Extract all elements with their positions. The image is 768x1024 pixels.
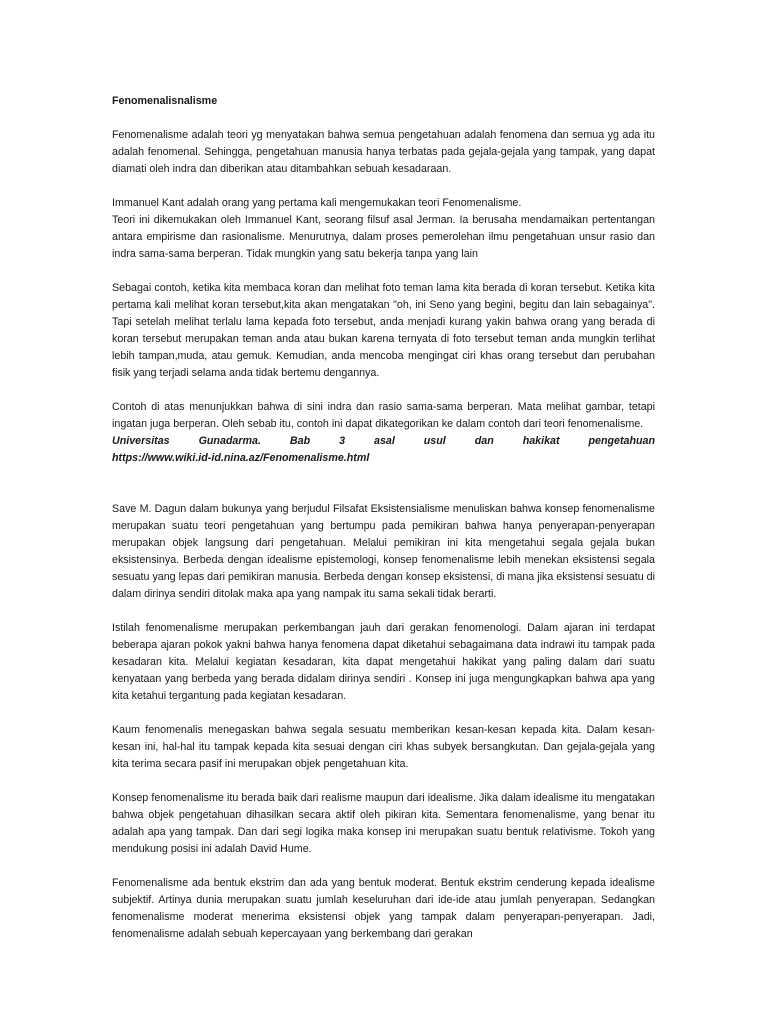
paragraph-definition: Fenomenalisme adalah teori yg menyatakan bahwa semua pengetahuan adalah fenomena dan semua yg ada itu adalah fenomenal. Sehingga, pengetahuan manusia hanya terbatas pada gejala-gejala yang tampak, yang dapat diamati oleh indra dan diberikan atau ditambahkan sebuah kesadaraan.: [112, 129, 655, 175]
paragraph-bentuk: Fenomenalisme ada bentuk ekstrim dan ada yang bentuk moderat. Bentuk ekstrim cenderung kepada idealisme subjektif. Artinya dunia merupakan suatu jumlah keseluruhan dari ide-ide atau jumlah penyerapan. Sedangkan fenomenalisme moderat menerima eksistensi objek yang tampak dalam penyerapan-penyerapan. Jadi, fenomenalisme adalah sebuah kepercayaan yang berkembang dari gerakan: [112, 877, 655, 940]
document-title: Fenomenalisnalisme: [112, 95, 218, 107]
spacer: [112, 467, 655, 501]
paragraph-kant-body: Teori ini dikemukakan oleh Immanuel Kant, seorang filsuf asal Jerman. Ia berusaha mendamaikan pertentangan antara empirisme dan rasionalisme. Menurutnya, dalam proses pemerolehan ilmu pengetahuan unsur rasio dan indra sama-sama berperan. Tidak mungkin yang satu bekerja tanpa yang lain: [112, 214, 655, 260]
paragraph-kant-intro: Immanuel Kant adalah orang yang pertama kali mengemukakan teori Fenomenalisme.: [112, 197, 522, 209]
document-page: [112, 93, 655, 960]
reference-url[interactable]: https://www.wiki.id-id.nina.az/Fenomenalisme.html: [112, 452, 370, 464]
paragraph-example-conclusion: Contoh di atas menunjukkan bahwa di sini indra dan rasio sama-sama berperan. Mata melihat gambar, tetapi ingatan juga berperan. Oleh sebab itu, contoh ini dapat dikategorikan ke dalam contoh dari teori fenomenalisme.: [112, 401, 655, 430]
paragraph-kaum: Kaum fenomenalis menegaskan bahwa segala sesuatu memberikan kesan-kesan kepada kita. Dalam kesan-kesan ini, hal-hal itu tampak kepada kita sesuai dengan ciri khas subyek bersangkutan. Dan gejala-gejala yang kita terima secara pasif ini merupakan objek pengetahuan kita.: [112, 724, 655, 770]
paragraph-example: Sebagai contoh, ketika kita membaca koran dan melihat foto teman lama kita berada di koran tersebut. Ketika kita pertama kali melihat koran tersebut,kita akan mengatakan "oh, ini Seno yang begini, begitu dan lain sebagainya". Tapi setelah melihat terlalu lama kepada foto tersebut, anda menjadi kurang yakin bahwa orang yang berada di koran tersebut merupakan teman anda atau bukan karena ternyata di foto tersebut teman anda mungkin terlihat lebih tampan,muda, atau gemuk. Kemudian, anda mencoba mengingat ciri khas orang tersebut dan perubahan fisik yang terjadi selama anda tidak bertemu dengannya.: [112, 282, 655, 379]
paragraph-kant: [112, 195, 655, 263]
paragraph-konsep: Konsep fenomenalisme itu berada baik dari realisme maupun dari idealisme. Jika dalam idealisme itu mengatakan bahwa objek pengetahuan dihasilkan secara aktif oleh pikiran kita. Sementara fenomenalisme, yang benar itu adalah apa yang tampak. Dan dari segi logika maka konsep ini merupakan suatu bentuk relativisme. Tokoh yang mendukung posisi ini adalah David Hume.: [112, 792, 655, 855]
paragraph-dagun: Save M. Dagun dalam bukunya yang berjudul Filsafat Eksistensialisme menuliskan bahwa konsep fenomenalisme merupakan suatu teori pengetahuan yang bertumpu pada pemikiran bahwa hanya penyerapan-penyerapan merupakan objek langsung dari pengetahuan. Melalui pemikiran ini kita mengetahui segala gejala bukan eksistensinya. Berbeda dengan idealisme epistemologi, konsep fenomenalisme lebih menekan eksistensi segala sesuatu yang lepas dari pemikiran manusia. Berbeda dengan konsep eksistensi, di mana jika eksistensi sesuatu di dalam dirinya sendiri ditolak maka apa yang nampak itu sama sekali tidak berarti.: [112, 503, 655, 600]
reference-source: Universitas Gunadarma. Bab 3 asal usul dan hakikat pengetahuan: [112, 435, 655, 447]
paragraph-istilah: Istilah fenomenalisme merupakan perkembangan jauh dari gerakan fenomenologi. Dalam ajaran ini terdapat beberapa ajaran pokok yakni bahwa hanya fenomena dapat diketahui sebagaimana data indrawi itu tampak pada kesadaran kita. Melalui kegiatan kesadaran, kita dapat mengetahui hakikat yang paling dalam dari suatu kenyataan yang berbeda yang berada didalam dirinya sendiri . Konsep ini juga mengungkapkan bahwa apa yang kita ketahui tergantung pada kegiatan kesadaran.: [112, 622, 655, 702]
